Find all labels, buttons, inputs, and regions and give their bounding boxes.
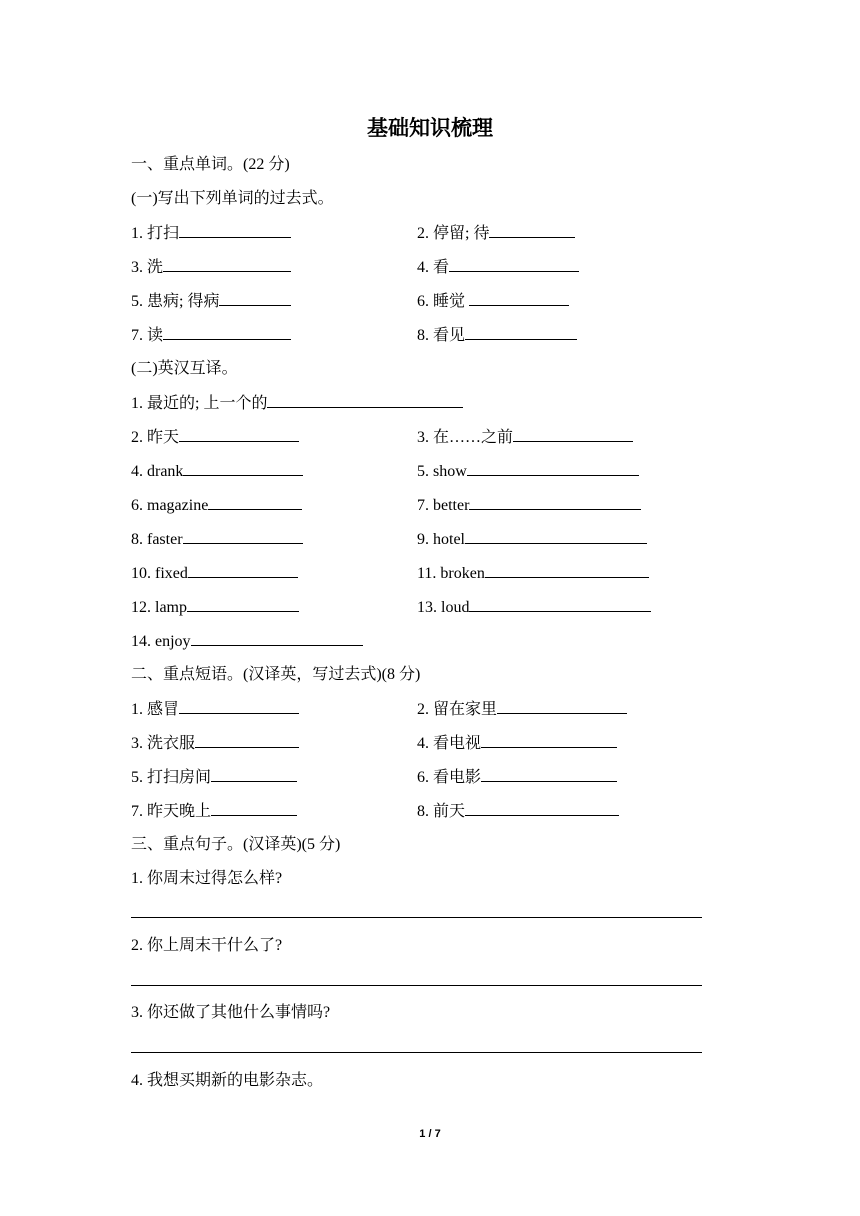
question-item: 2. 停留; 待 [417, 222, 575, 245]
question-item: 4. drank [131, 460, 303, 483]
question-item: 7. 读 [131, 324, 291, 347]
question-item: 9. hotel [417, 528, 647, 551]
answer-blank[interactable] [183, 528, 303, 544]
question-item: 7. better [417, 494, 641, 517]
answer-blank[interactable] [465, 324, 577, 340]
answer-blank[interactable] [469, 596, 651, 612]
answer-blank[interactable] [513, 426, 633, 442]
question-item: 1. 最近的; 上一个的 [131, 392, 463, 415]
question-item: 2. 昨天 [131, 426, 299, 449]
question-item: 6. magazine [131, 494, 302, 517]
answer-blank[interactable] [195, 732, 299, 748]
question-item: 14. enjoy [131, 630, 363, 653]
question-item: 5. 患病; 得病 [131, 290, 291, 313]
question-item: 5. show [417, 460, 639, 483]
question-item: 8. faster [131, 528, 303, 551]
answer-blank[interactable] [469, 290, 569, 306]
question-item: 7. 昨天晚上 [131, 800, 297, 823]
answer-blank[interactable] [188, 562, 298, 578]
section-1-heading: 一、重点单词。(22 分) [131, 156, 290, 173]
question-item: 13. loud [417, 596, 651, 619]
page-title: 基础知识梳理 [367, 116, 493, 140]
answer-blank[interactable] [481, 732, 617, 748]
question-item: 4. 看 [417, 256, 579, 279]
answer-line[interactable] [131, 985, 702, 986]
answer-blank[interactable] [179, 698, 299, 714]
answer-blank[interactable] [191, 630, 363, 646]
answer-blank[interactable] [179, 222, 291, 238]
question-item: 1. 打扫 [131, 222, 291, 245]
question-item: 1. 感冒 [131, 698, 299, 721]
answer-blank[interactable] [465, 528, 647, 544]
answer-blank[interactable] [489, 222, 575, 238]
answer-blank[interactable] [163, 256, 291, 272]
answer-blank[interactable] [211, 800, 297, 816]
question-item: 8. 前天 [417, 800, 619, 823]
question-item: 3. 洗 [131, 256, 291, 279]
answer-blank[interactable] [219, 290, 291, 306]
question-item: 3. 在……之前 [417, 426, 633, 449]
page-number: 1 / 7 [419, 1128, 441, 1140]
answer-blank[interactable] [163, 324, 291, 340]
question-item: 6. 睡觉 [417, 290, 569, 313]
part-2-heading: (二)英汉互译。 [131, 360, 238, 377]
answer-blank[interactable] [211, 766, 297, 782]
question-item: 10. fixed [131, 562, 298, 585]
section-2-heading: 二、重点短语。(汉译英，写过去式)(8 分) [131, 666, 421, 683]
part-1-heading: (一)写出下列单词的过去式。 [131, 190, 334, 207]
answer-blank[interactable] [469, 494, 641, 510]
sentence-item: 4. 我想买期新的电影杂志。 [131, 1072, 324, 1089]
question-item: 4. 看电视 [417, 732, 617, 755]
answer-blank[interactable] [179, 426, 299, 442]
question-item: 5. 打扫房间 [131, 766, 297, 789]
question-item: 8. 看见 [417, 324, 577, 347]
sentence-item: 2. 你上周末干什么了? [131, 937, 283, 954]
answer-blank[interactable] [481, 766, 617, 782]
answer-blank[interactable] [467, 460, 639, 476]
answer-blank[interactable] [465, 800, 619, 816]
question-item: 11. broken [417, 562, 649, 585]
answer-blank[interactable] [449, 256, 579, 272]
answer-blank[interactable] [187, 596, 299, 612]
sentence-item: 3. 你还做了其他什么事情吗? [131, 1004, 331, 1021]
answer-line[interactable] [131, 917, 702, 918]
section-3-heading: 三、重点句子。(汉译英)(5 分) [131, 836, 341, 853]
question-item: 3. 洗衣服 [131, 732, 299, 755]
answer-blank[interactable] [497, 698, 627, 714]
answer-line[interactable] [131, 1052, 702, 1053]
answer-blank[interactable] [183, 460, 303, 476]
question-item: 12. lamp [131, 596, 299, 619]
question-item: 6. 看电影 [417, 766, 617, 789]
answer-blank[interactable] [485, 562, 649, 578]
answer-blank[interactable] [208, 494, 302, 510]
answer-blank[interactable] [267, 392, 463, 408]
sentence-item: 1. 你周末过得怎么样? [131, 870, 283, 887]
question-item: 2. 留在家里 [417, 698, 627, 721]
